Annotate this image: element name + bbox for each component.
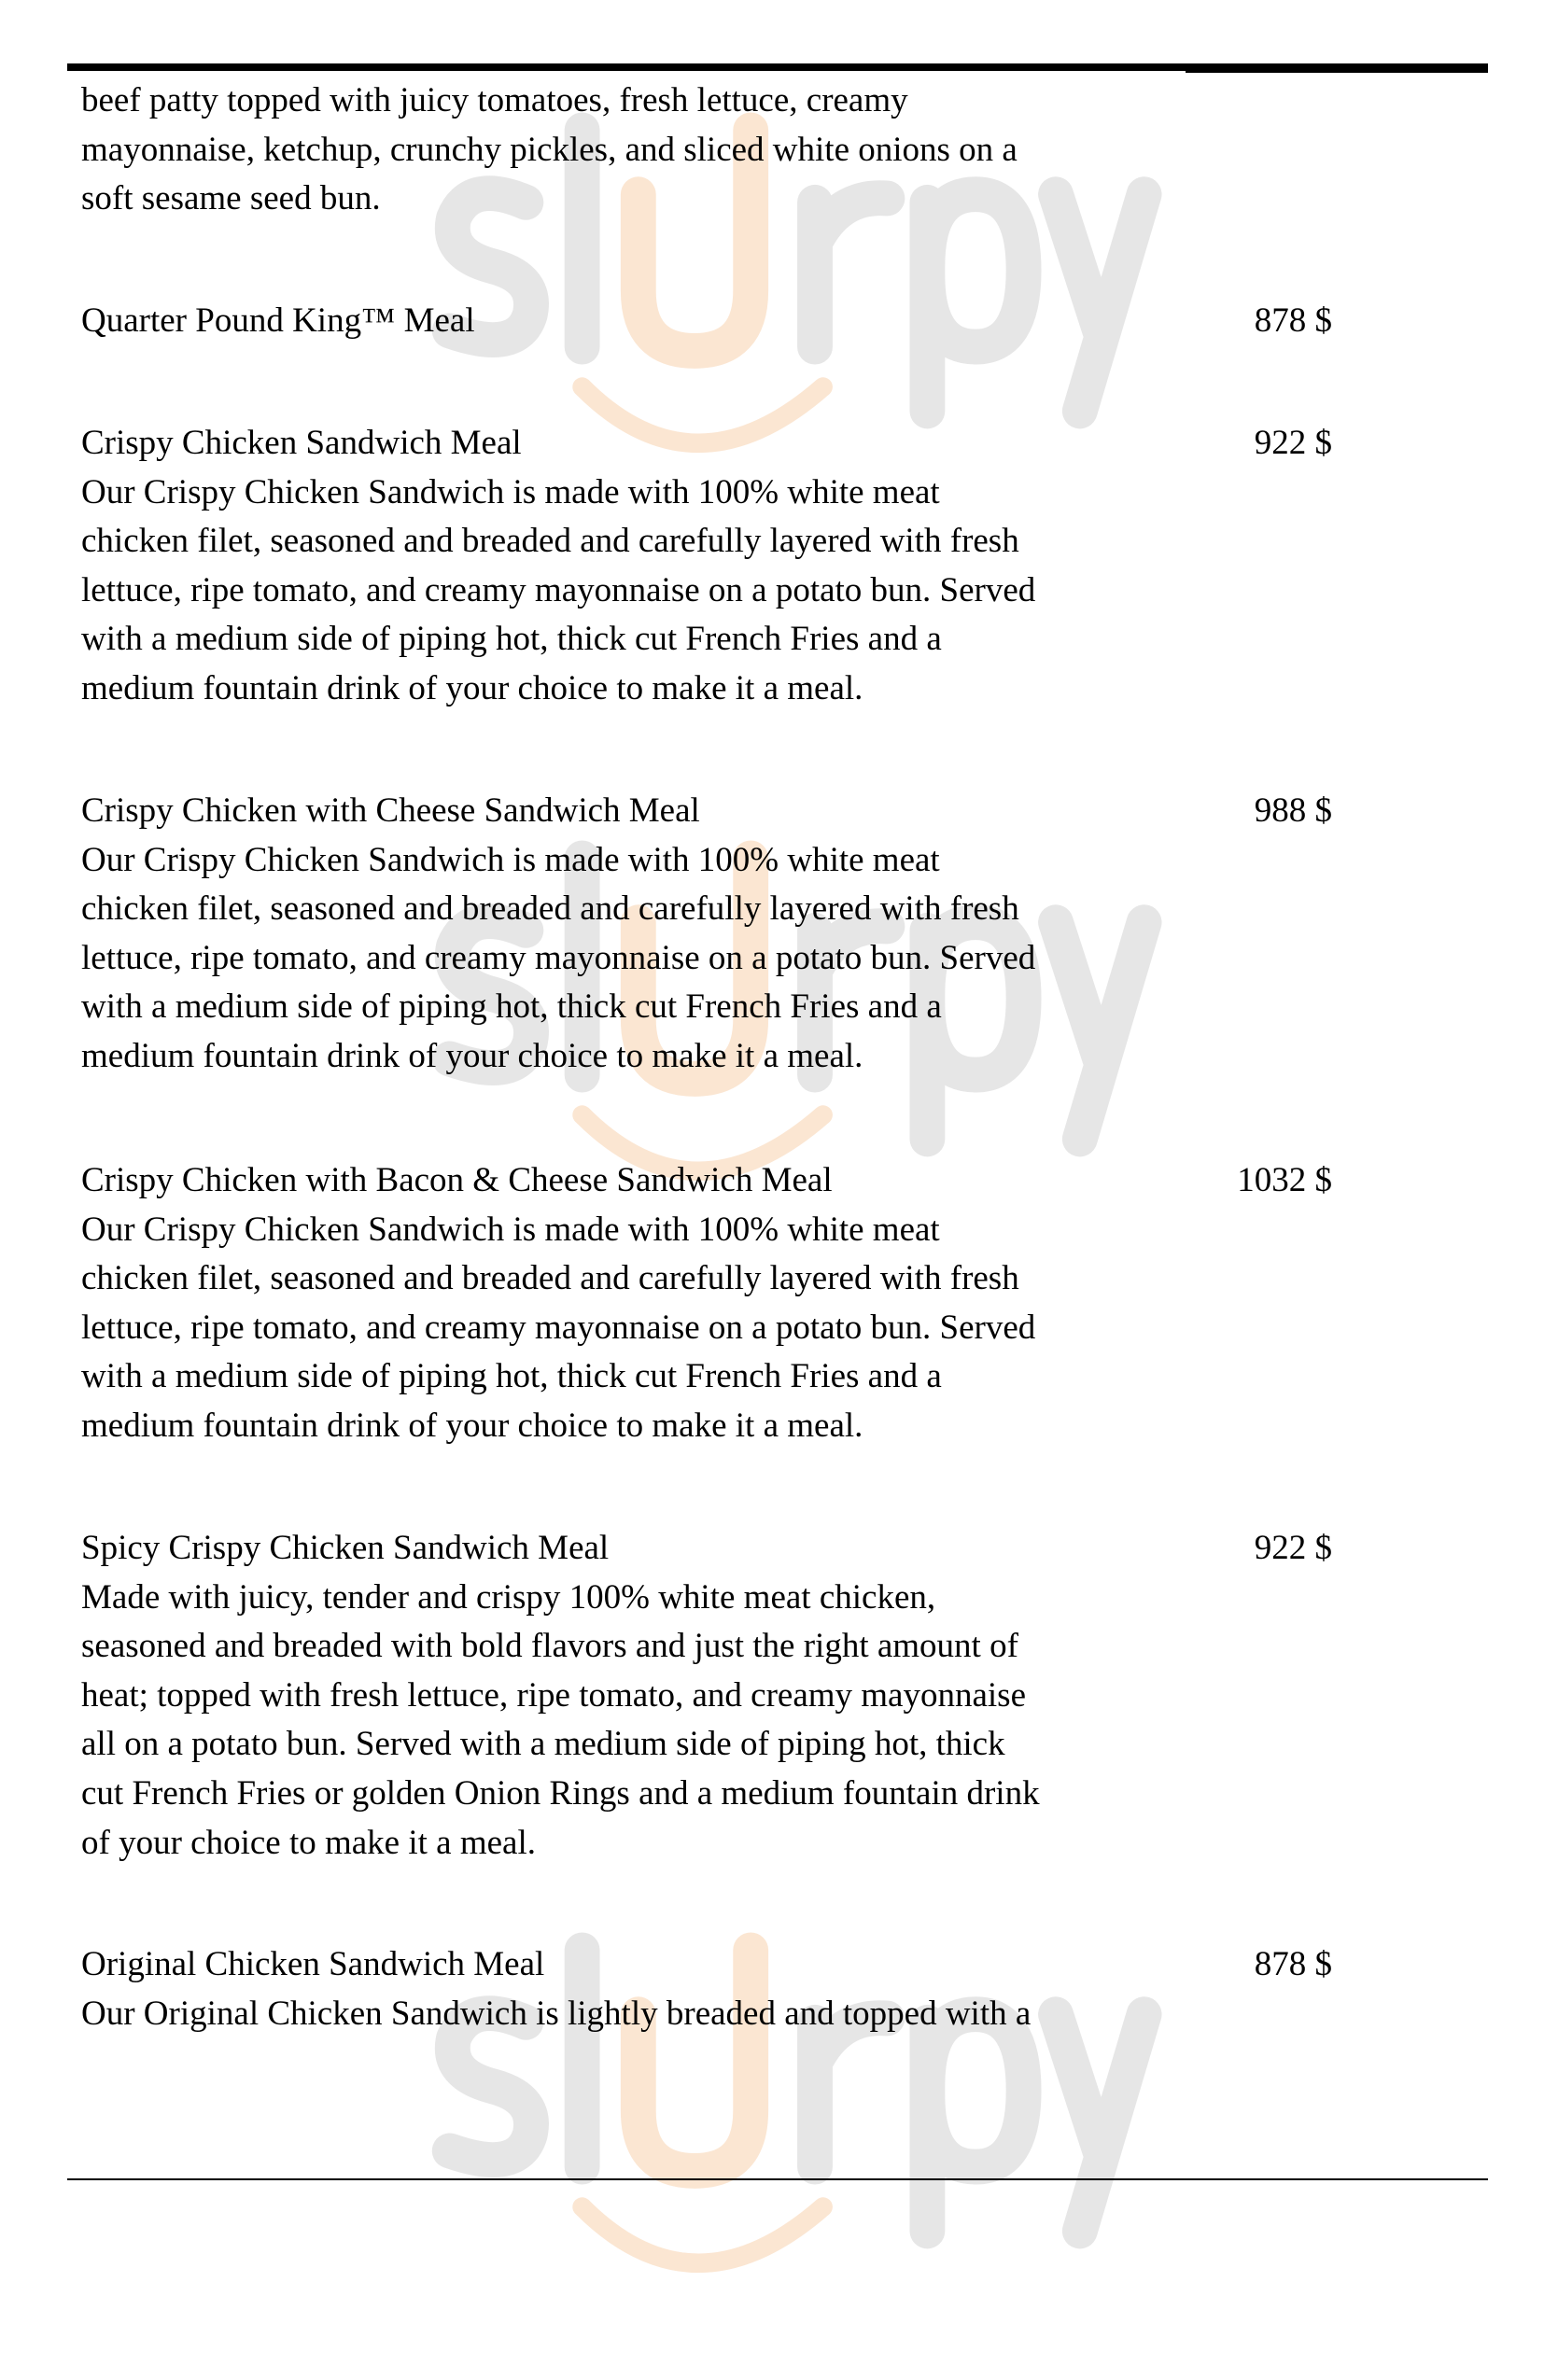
description-line: chicken filet, seasoned and breaded and carefully layered with fresh [81,889,1019,929]
menu-item-price: 1032 $ [1237,1161,1332,1199]
menu-item-header [81,1524,1332,1574]
description-line: lettuce, ripe tomato, and creamy mayonnaise on a potato bun. Served [81,570,1036,609]
menu-item-price: 878 $ [1254,1945,1332,1983]
description-line: Our Crispy Chicken Sandwich is made with 100% white meat [81,472,940,511]
menu-item [81,1156,1332,1451]
description-line: chicken filet, seasoned and breaded and carefully layered with fresh [81,522,1019,561]
menu-item-title: Crispy Chicken Sandwich Meal [81,424,522,462]
description-line: Our Original Chicken Sandwich is lightly breaded and topped with a [81,1994,1032,2033]
description-line: mayonnaise, ketchup, crunchy pickles, and sliced white onions on a [81,130,1018,169]
description-line: chicken filet, seasoned and breaded and carefully layered with fresh [81,1259,1019,1298]
description-line: with a medium side of piping hot, thick cut French Fries and a [81,620,942,659]
watermark-logo [373,1857,1176,2380]
menu-item-price: 922 $ [1254,1529,1332,1567]
menu-item-title: Original Chicken Sandwich Meal [81,1945,545,1983]
menu-item-title: Quarter Pound King™ Meal [81,301,475,340]
menu-item-header [81,1156,1332,1206]
menu-item-title: Crispy Chicken with Cheese Sandwich Meal [81,791,700,830]
description-line: beef patty topped with juicy tomatoes, fresh lettuce, creamy [81,81,908,119]
menu-item-price: 922 $ [1254,424,1332,462]
description-line: Our Crispy Chicken Sandwich is made with 100% white meat [81,840,940,879]
menu-item-header [81,787,1332,836]
description-line: with a medium side of piping hot, thick cut French Fries and a [81,1357,942,1396]
description-line: seasoned and breaded with bold flavors and just the right amount of [81,1627,1018,1666]
description-line: cut French Fries or golden Onion Rings and a medium fountain drink [81,1773,1040,1813]
top-divider-price-column [1186,63,1488,73]
description-line: medium fountain drink of your choice to make it a meal. [81,668,863,707]
bottom-divider [67,2178,1488,2180]
description-line: Made with juicy, tender and crispy 100% white meat chicken, [81,1577,936,1617]
description-line: all on a potato bun. Served with a medium side of piping hot, thick [81,1725,1005,1764]
menu-item-header [81,1940,1332,1990]
description-line: of your choice to make it a meal. [81,1823,536,1862]
menu-item [81,419,1332,714]
menu-item-price: 988 $ [1254,791,1332,830]
description-line: soft sesame seed bun. [81,179,381,218]
menu-item-title: Crispy Chicken with Bacon & Cheese Sandwich Meal [81,1161,833,1199]
description-line: heat; topped with fresh lettuce, ripe tomato, and creamy mayonnaise [81,1675,1027,1715]
menu-item-header [81,419,1332,469]
description-line: medium fountain drink of your choice to make it a meal. [81,1406,863,1445]
menu-item-description-continued [81,77,1332,224]
menu-item [81,1940,1332,2038]
menu-item-title: Spicy Crispy Chicken Sandwich Meal [81,1529,610,1567]
description-line: lettuce, ripe tomato, and creamy mayonnaise on a potato bun. Served [81,1308,1036,1347]
description-line: lettuce, ripe tomato, and creamy mayonnaise on a potato bun. Served [81,938,1036,977]
menu-item [81,787,1332,1082]
description-line: with a medium side of piping hot, thick cut French Fries and a [81,987,942,1027]
menu-item [81,297,1332,346]
menu-item-header [81,297,1332,346]
menu-item [81,1524,1332,1868]
description-line: Our Crispy Chicken Sandwich is made with 100% white meat [81,1210,940,1249]
menu-item-price: 878 $ [1254,301,1332,340]
description-line: medium fountain drink of your choice to make it a meal. [81,1036,863,1075]
